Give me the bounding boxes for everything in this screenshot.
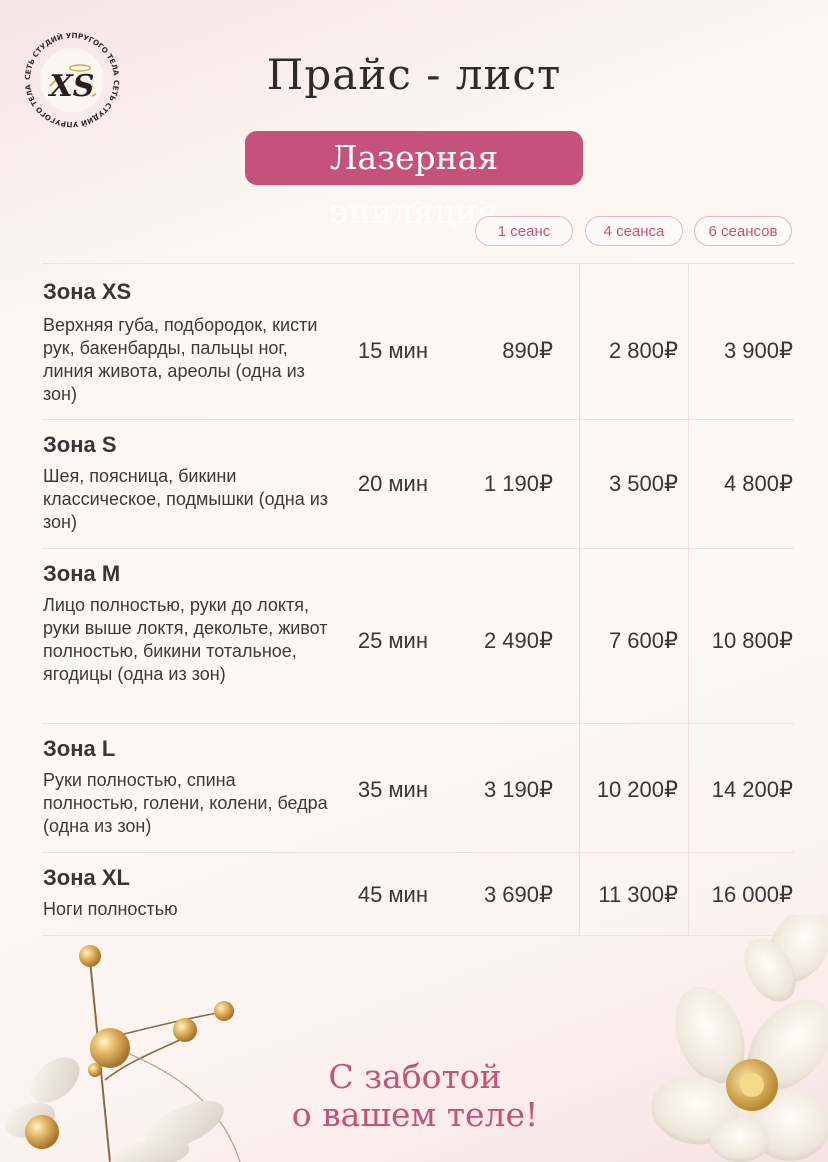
session-duration: 20 мин	[357, 471, 428, 496]
table-row	[42, 419, 794, 549]
price-6-sessions: 14 200₽	[711, 777, 793, 802]
footer-slogan	[285, 1058, 545, 1134]
price-6-sessions: 16 000₽	[711, 882, 793, 907]
price-1-session: 3 190₽	[483, 777, 553, 802]
price-1-session: 890₽	[502, 338, 553, 363]
price-4-sessions: 2 800₽	[608, 338, 678, 363]
table-row	[42, 263, 794, 420]
zone-description: Шея, поясница, бикини классическое, подмышки (одна из зон)	[43, 466, 329, 532]
zone-name: Зона M	[43, 561, 121, 586]
price-4-sessions: 11 300₽	[598, 882, 678, 907]
logo-ring-text: СЕТЬ СТУДИЙ УПРУГОГО ТЕЛА	[22, 30, 121, 81]
session-duration: 45 мин	[357, 882, 428, 907]
flower-decoration	[640, 915, 828, 1162]
zone-description: Верхняя губа, подбородок, кисти рук, бакенбарды, пальцы ног, линия живота, ареолы (одна из зон)	[43, 315, 318, 404]
zone-description: Ноги полностью	[43, 899, 178, 919]
footer-slogan-line-1: С заботой	[328, 1057, 502, 1096]
price-1-session: 2 490₽	[483, 628, 553, 653]
zone-name: Зона XL	[43, 865, 130, 890]
column-header-6-sessions: 6 сеансов	[694, 216, 792, 246]
zone-name: Зона L	[43, 736, 116, 761]
price-6-sessions: 10 800₽	[711, 628, 793, 653]
column-header-1-session: 1 сеанс	[475, 216, 573, 246]
zone-description: Руки полностью, спина полностью, голени, колени, бедра (одна из зон)	[43, 770, 328, 836]
table-row	[42, 723, 794, 853]
table-row	[42, 548, 794, 724]
service-title: Лазерная эпиляция	[245, 131, 583, 185]
gold-berry-branch-decoration	[0, 930, 300, 1162]
zone-name: Зона S	[43, 432, 117, 457]
zone-description: Лицо полностью, руки до локтя, руки выше локтя, декольте, живот полностью, бикини тотальное, ягодицы (одна из зон)	[43, 595, 328, 684]
session-duration: 15 мин	[357, 338, 428, 363]
session-duration: 35 мин	[357, 777, 428, 802]
page-title: Прайс - лист	[266, 50, 562, 99]
zone-name: Зона XS	[43, 279, 132, 304]
price-1-session: 3 690₽	[483, 882, 553, 907]
price-4-sessions: 10 200₽	[596, 777, 678, 802]
price-6-sessions: 3 900₽	[723, 338, 793, 363]
session-duration: 25 мин	[357, 628, 428, 653]
logo-ring-text-2: СЕТЬ СТУДИЙ УПРУГОГО ТЕЛА	[23, 79, 122, 130]
price-4-sessions: 7 600₽	[608, 628, 678, 653]
logo-mark: XS	[49, 69, 95, 104]
price-1-session: 1 190₽	[483, 471, 553, 496]
price-4-sessions: 3 500₽	[608, 471, 678, 496]
footer-slogan-line-2: о вашем теле!	[291, 1095, 539, 1134]
price-6-sessions: 4 800₽	[723, 471, 793, 496]
column-header-4-sessions: 4 сеанса	[585, 216, 683, 246]
